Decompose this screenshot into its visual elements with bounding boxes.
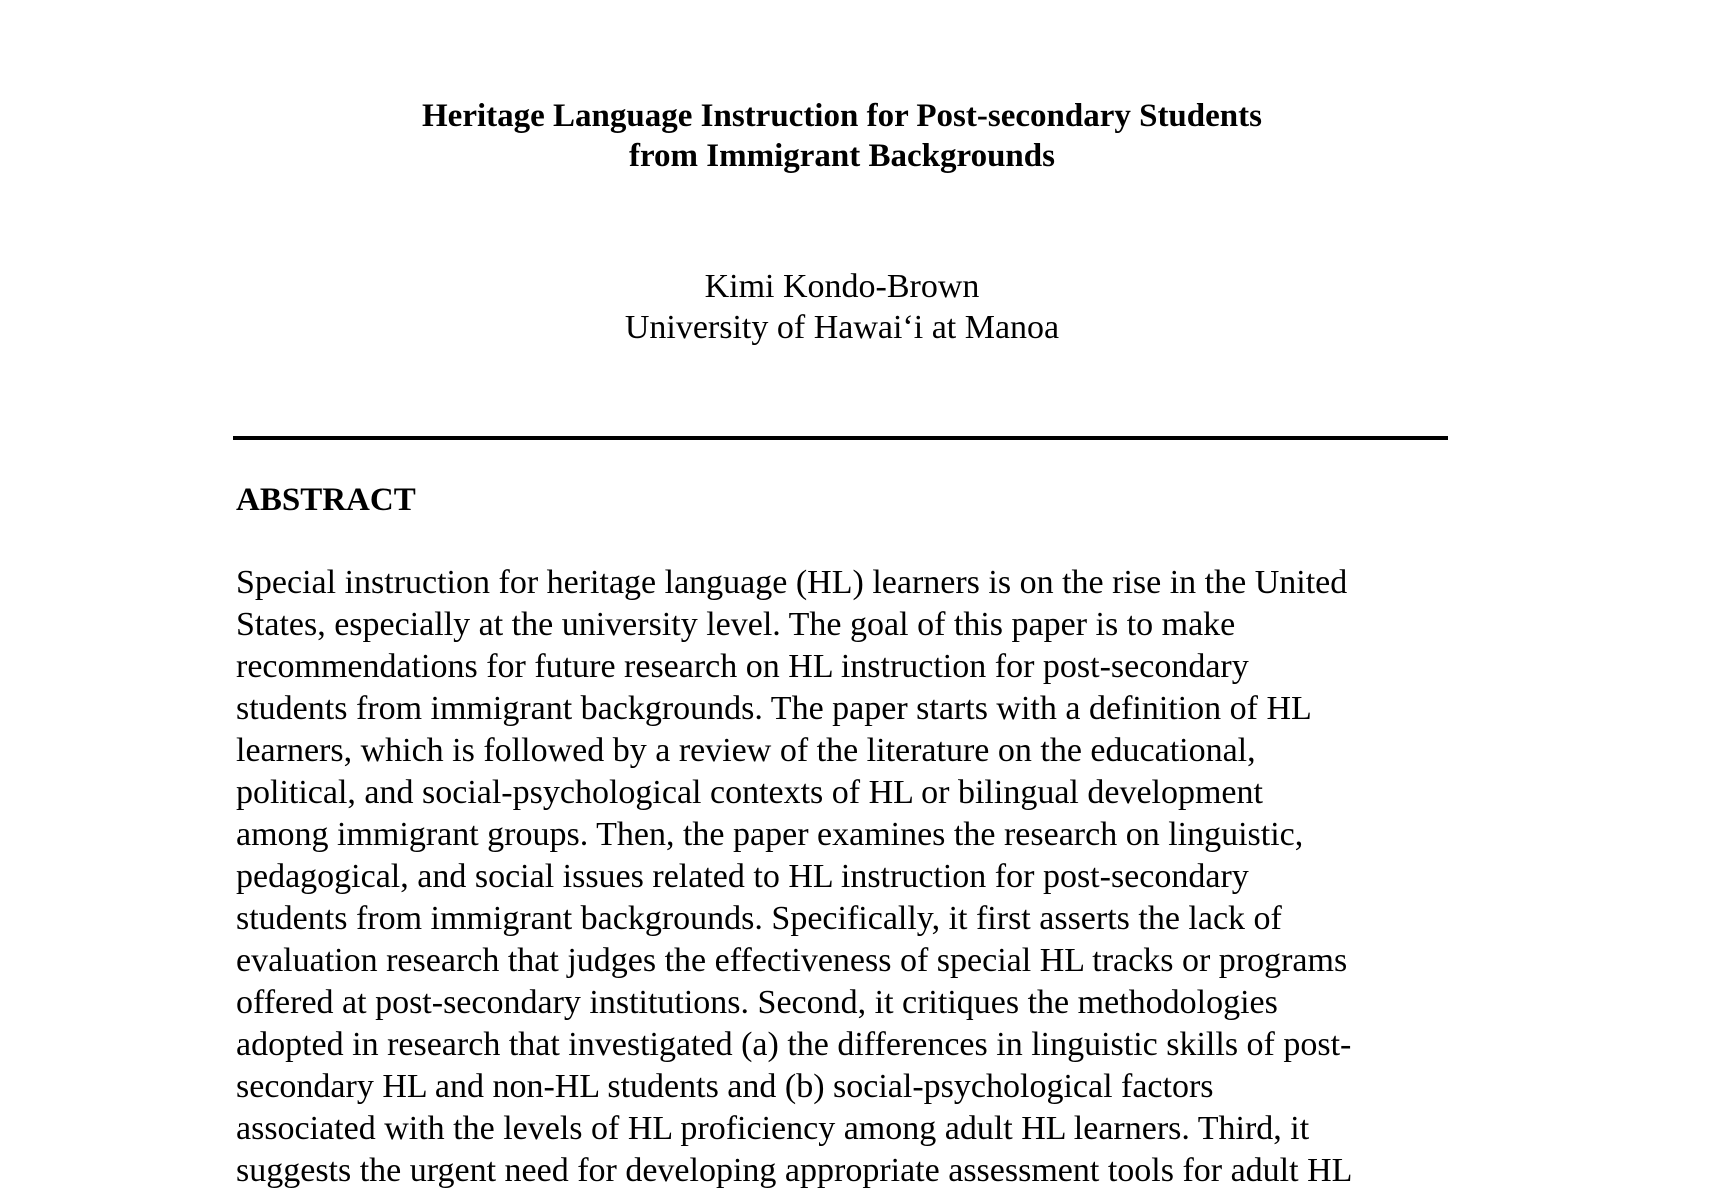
abstract-line: among immigrant groups. Then, the paper examines the research on linguistic, — [236, 816, 1304, 853]
abstract-line: Special instruction for heritage language (HL) learners is on the rise in the United — [236, 564, 1348, 601]
author-block — [0, 266, 1684, 348]
abstract-line: associated with the levels of HL proficiency among adult HL learners. Third, it — [236, 1110, 1310, 1147]
paper-title-line-1: Heritage Language Instruction for Post-secondary Students — [422, 98, 1262, 134]
abstract-line: learners, which is followed by a review of the literature on the educational, — [236, 732, 1256, 769]
abstract-line: recommendations for future research on HL instruction for post-secondary — [236, 648, 1249, 685]
abstract-line: adopted in research that investigated (a) the differences in linguistic skills of post- — [236, 1026, 1352, 1063]
author-name: Kimi Kondo-Brown — [704, 268, 980, 305]
abstract-line: students from immigrant backgrounds. The paper starts with a definition of HL — [236, 690, 1312, 727]
abstract-line: students from immigrant backgrounds. Specifically, it first asserts the lack of — [236, 900, 1282, 937]
section-divider — [233, 436, 1448, 440]
paper-title — [0, 96, 1684, 176]
author-affiliation: University of Hawai‘i at Manoa — [624, 309, 1060, 346]
abstract-line: political, and social-psychological contexts of HL or bilingual development — [236, 774, 1263, 811]
abstract-line: secondary HL and non-HL students and (b) social-psychological factors — [236, 1068, 1214, 1105]
abstract-line: evaluation research that judges the effectiveness of special HL tracks or programs — [236, 942, 1348, 979]
abstract-heading: ABSTRACT — [236, 482, 416, 518]
abstract-body — [236, 562, 1476, 1192]
paper-title-line-2: from Immigrant Backgrounds — [629, 138, 1055, 174]
abstract-line: pedagogical, and social issues related to HL instruction for post-secondary — [236, 858, 1249, 895]
abstract-line: States, especially at the university level. The goal of this paper is to make — [236, 606, 1236, 643]
abstract-line: offered at post-secondary institutions. Second, it critiques the methodologies — [236, 984, 1278, 1021]
abstract-line: suggests the urgent need for developing appropriate assessment tools for adult HL — [236, 1152, 1353, 1189]
